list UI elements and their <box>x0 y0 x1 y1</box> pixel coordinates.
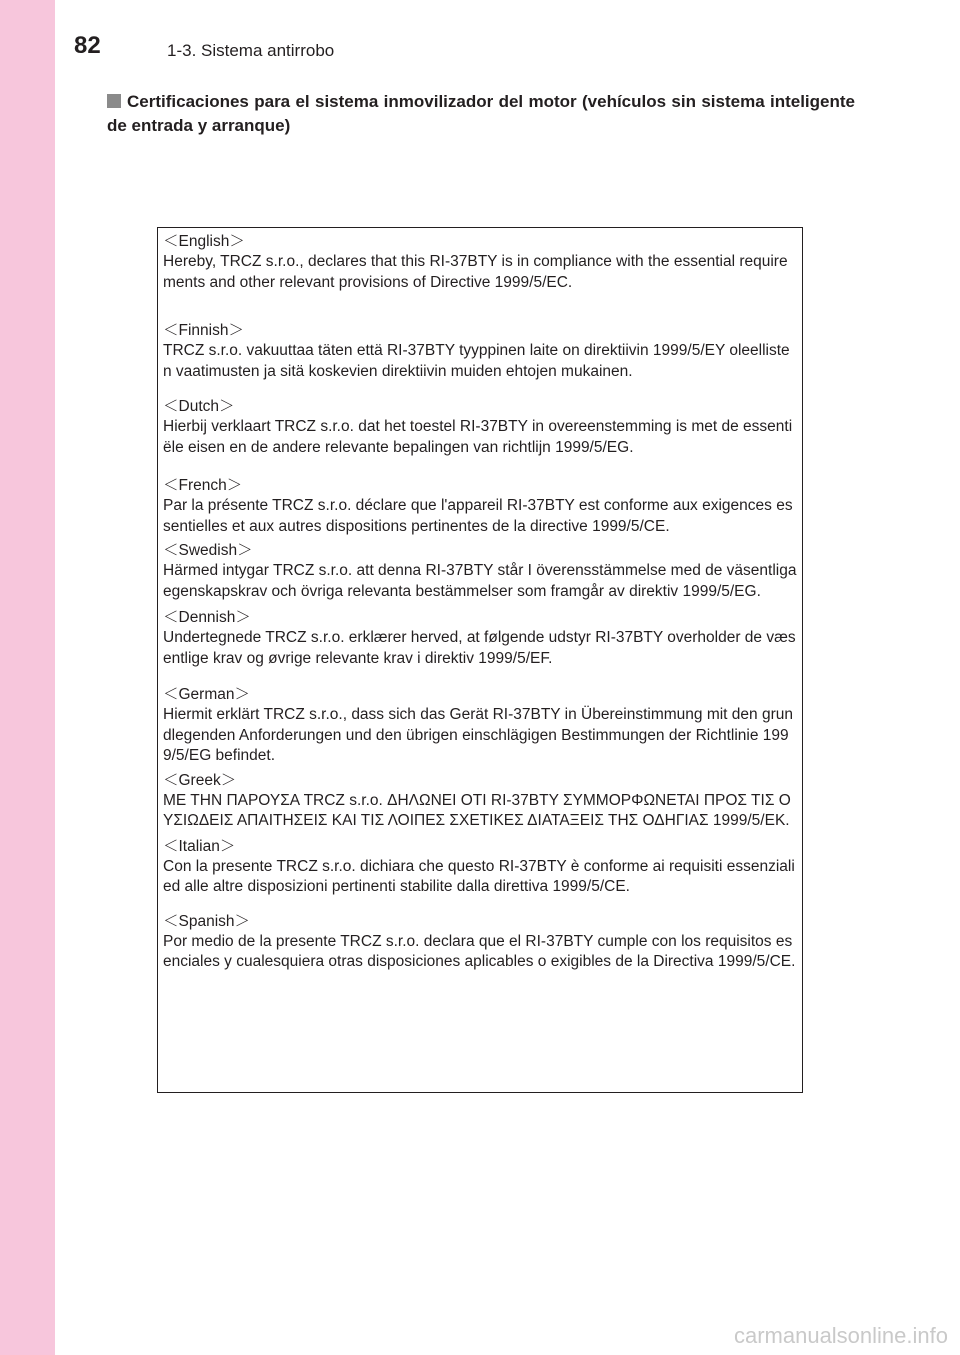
cert-finnish <box>163 321 798 382</box>
site-watermark: carmanualsonline.info <box>733 1323 948 1348</box>
lang-text: Con la presente TRCZ s.r.o. dichiara che questo RI-37BTY è conforme ai requisiti essenziali ed alle altre disposizioni pertinenti stabilite dalla direttiva 1999/5/CE. <box>163 857 795 895</box>
lang-text: TRCZ s.r.o. vakuuttaa täten että RI-37BTY tyyppinen laite on direktiivin 1999/5/EY oleellisten vaatimusten ja sitä koskevien direktiivin muiden ehtojen mukainen. <box>163 342 790 380</box>
cert-greek <box>163 771 798 832</box>
lang-label: ＜English＞ <box>163 233 245 250</box>
cert-english <box>163 232 798 293</box>
section-title: Certificaciones para el sistema inmovilizador del motor (vehículos sin sistema inteligente de entrada y arranque) <box>107 92 855 135</box>
certification-box <box>157 227 803 1093</box>
lang-label: ＜Italian＞ <box>163 837 236 855</box>
lang-label: ＜Swedish＞ <box>163 542 253 559</box>
cert-dennish <box>163 608 798 669</box>
lang-label: ＜Dutch＞ <box>163 398 235 415</box>
lang-text: Härmed intygar TRCZ s.r.o. att denna RI-37BTY står I överensstämmelse med de väsentliga egenskapskrav och övriga relevanta bestämmelser som framgår av direktiv 1999/5/EG. <box>163 562 797 600</box>
lang-text: Par la présente TRCZ s.r.o. déclare que l'appareil RI-37BTY est conforme aux exigences essentielles et aux autres dispositions pertinentes de la directive 1999/5/CE. <box>163 497 793 535</box>
side-color-band <box>0 0 55 1355</box>
cert-spanish <box>163 912 798 973</box>
cert-dutch <box>163 397 798 458</box>
lang-text: Undertegnede TRCZ s.r.o. erklærer herved, at følgende udstyr RI-37BTY overholder de væsentlige krav og øvrige relevante krav i direktiv 1999/5/EF. <box>163 629 796 667</box>
lang-text: Por medio de la presente TRCZ s.r.o. declara que el RI-37BTY cumple con los requisitos esenciales y cualesquiera otras disposiciones aplicables o exigibles de la Directiva 1999/5/CE. <box>163 932 796 970</box>
lang-label: ＜Finnish＞ <box>163 322 244 339</box>
section-heading <box>107 90 855 138</box>
chapter-title: 1-3. Sistema antirrobo <box>167 41 335 60</box>
page-number: 82 <box>74 32 101 59</box>
lang-text: Hiermit erklärt TRCZ s.r.o., dass sich das Gerät RI-37BTY in Übereinstimmung mit den grundlegenden Anforderungen und den übrigen einschlägigen Bestimmungen der Richtlinie 1999/5/EG befindet. <box>163 706 793 764</box>
cert-swedish <box>163 541 798 602</box>
lang-text: Hereby, TRCZ s.r.o., declares that this RI-37BTY is in compliance with the essential requirements and other relevant provisions of Directive 1999/5/EC. <box>163 253 788 291</box>
lang-label: ＜Spanish＞ <box>163 912 251 930</box>
lang-text: Hierbij verklaart TRCZ s.r.o. dat het toestel RI-37BTY in overeenstemming is met de essentiële eisen en de andere relevante bepalingen van richtlijn 1999/5/EG. <box>163 418 793 456</box>
lang-text: ΜΕ ΤΗΝ ΠΑΡΟΥΣΑ TRCZ s.r.o. ΔΗΛΩΝΕΙ ΟΤΙ RI-37BTY ΣΥΜΜΟΡΦΩΝΕΤΑΙ ΠΡΟΣ ΤΙΣ ΟΥΣΙΩΔΕΙΣ ΑΠΑΙΤΗΣΕΙΣ ΚΑΙ ΤΙΣ ΛΟΙΠΕΣ ΣΧΕΤΙΚΕΣ ΔΙΑΤΑΞΕΙΣ ΤΗΣ ΟΔΗΓΙΑΣ 1999/5/ΕΚ. <box>163 791 791 829</box>
cert-french <box>163 476 798 537</box>
lang-label: ＜Dennish＞ <box>163 609 251 626</box>
lang-label: ＜German＞ <box>163 686 250 703</box>
square-bullet-icon <box>107 94 121 108</box>
lang-label: ＜Greek＞ <box>163 771 237 789</box>
cert-italian <box>163 837 798 898</box>
cert-german <box>163 685 798 767</box>
lang-label: ＜French＞ <box>163 477 243 494</box>
